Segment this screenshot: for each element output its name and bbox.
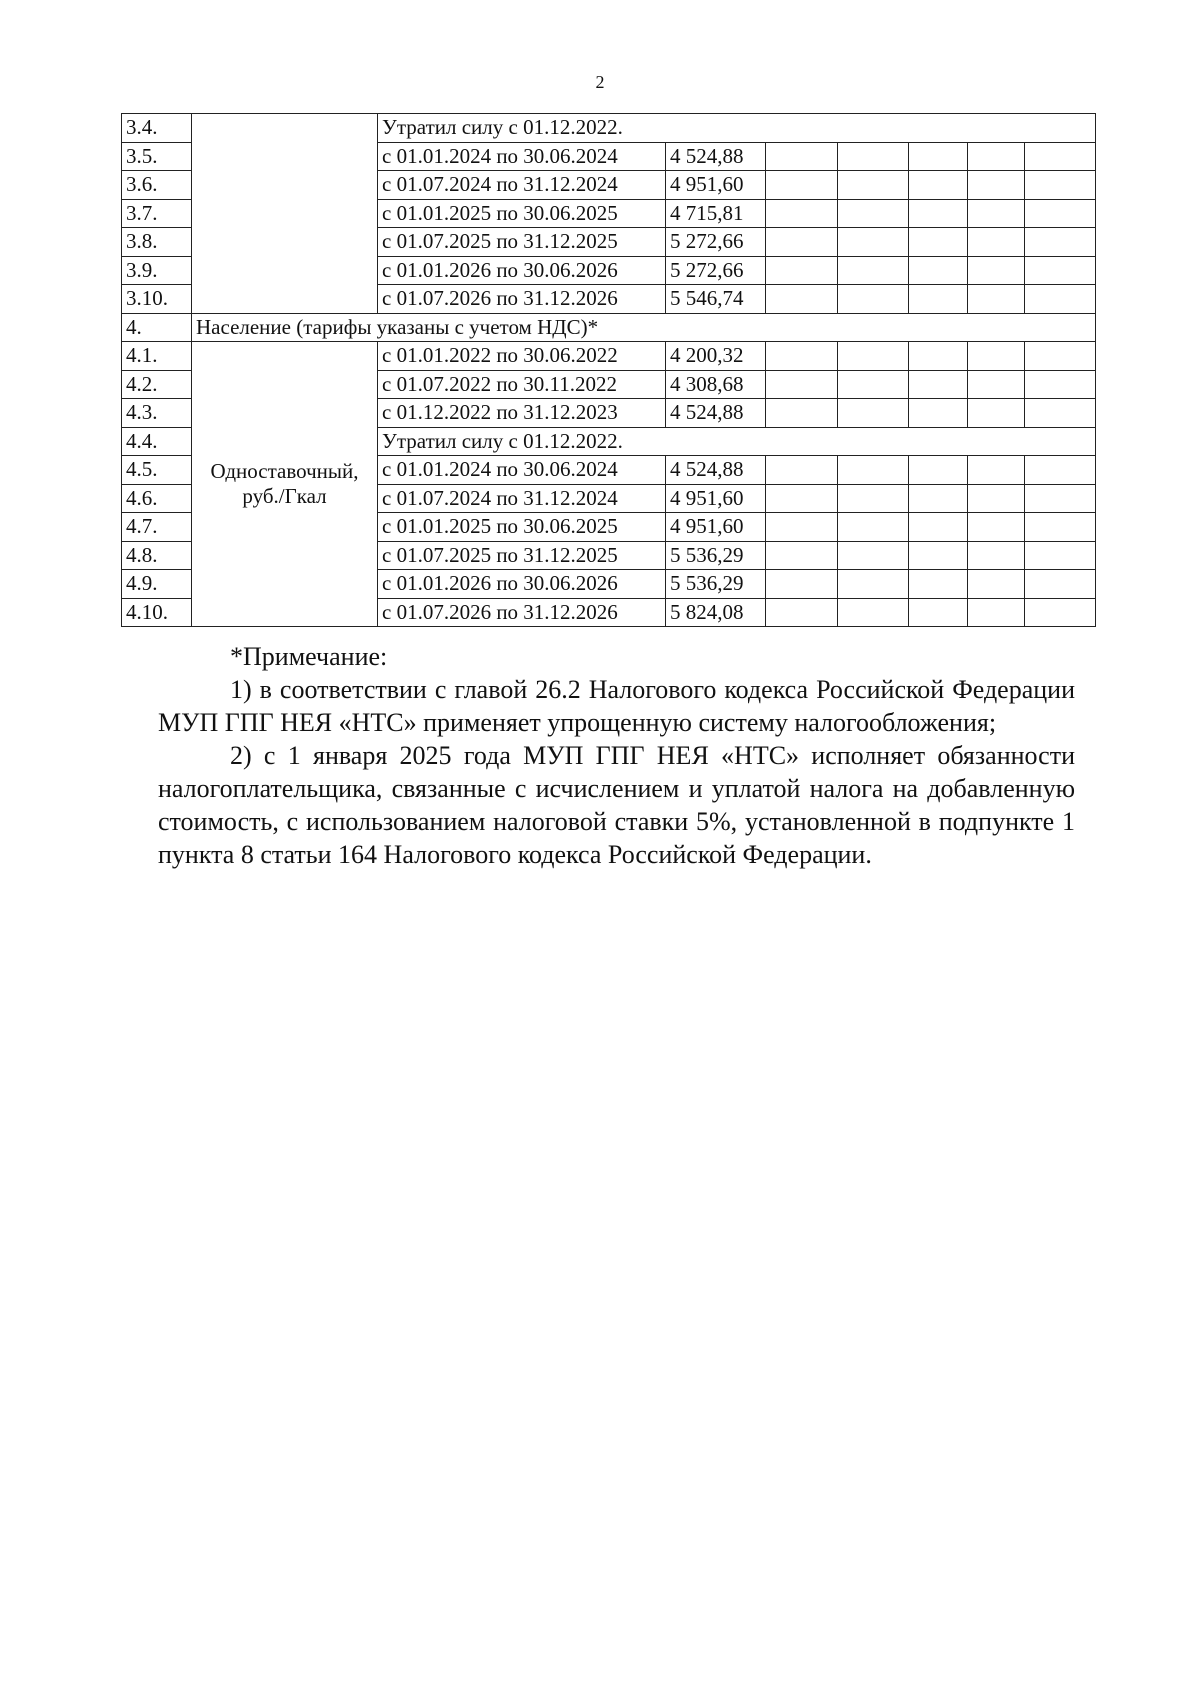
period-cell: с 01.07.2026 по 31.12.2026 <box>378 285 666 314</box>
empty-cell <box>766 541 838 570</box>
empty-cell <box>838 399 909 428</box>
empty-cell <box>766 370 838 399</box>
period-cell: с 01.07.2022 по 30.11.2022 <box>378 370 666 399</box>
empty-cell <box>968 370 1025 399</box>
empty-cell <box>1025 342 1096 371</box>
empty-cell <box>909 256 968 285</box>
empty-cell <box>1025 399 1096 428</box>
price-cell: 5 536,29 <box>666 570 766 599</box>
period-cell: с 01.07.2025 по 31.12.2025 <box>378 228 666 257</box>
row-number: 4.2. <box>122 370 192 399</box>
price-cell: 4 524,88 <box>666 456 766 485</box>
tariff-table <box>121 113 1096 627</box>
empty-cell <box>968 541 1025 570</box>
footnote-item-1: 1) в соответствии с главой 26.2 Налогового кодекса Российской Федерации МУП ГПГ НЕЯ «НТС» применяет упрощенную систему налогообложения; <box>158 675 1075 737</box>
empty-cell <box>909 199 968 228</box>
empty-cell <box>909 484 968 513</box>
empty-cell <box>909 171 968 200</box>
empty-cell <box>838 456 909 485</box>
price-cell: 5 546,74 <box>666 285 766 314</box>
row-number: 4.4. <box>122 427 192 456</box>
price-cell: 4 951,60 <box>666 513 766 542</box>
group-cell-section3 <box>192 114 378 314</box>
footnote-item-2: 2) с 1 января 2025 года МУП ГПГ НЕЯ «НТС» исполняет обязанности налогоплательщика, связанные с исчислением и уплатой налога на добавленную стоимость, с использованием налоговой ставки 5%, установленной в подпункте 1 пункта 8 статьи 164 Налогового кодекса Российской Федерации. <box>158 741 1075 869</box>
period-cell: с 01.07.2024 по 31.12.2024 <box>378 171 666 200</box>
empty-cell <box>1025 541 1096 570</box>
table-row <box>122 114 1096 143</box>
empty-cell <box>909 456 968 485</box>
empty-cell <box>968 484 1025 513</box>
empty-cell <box>968 171 1025 200</box>
row-number: 3.4. <box>122 114 192 143</box>
row-number: 4.10. <box>122 598 192 627</box>
price-cell: 4 715,81 <box>666 199 766 228</box>
empty-cell <box>766 285 838 314</box>
empty-cell <box>766 256 838 285</box>
row-number: 3.8. <box>122 228 192 257</box>
empty-cell <box>1025 456 1096 485</box>
price-cell: 5 536,29 <box>666 541 766 570</box>
period-cell: с 01.01.2025 по 30.06.2025 <box>378 199 666 228</box>
empty-cell <box>1025 484 1096 513</box>
empty-cell <box>766 399 838 428</box>
empty-cell <box>968 456 1025 485</box>
row-number: 4.6. <box>122 484 192 513</box>
group-label-line2: руб./Гкал <box>242 484 327 508</box>
empty-cell <box>909 399 968 428</box>
empty-cell <box>968 570 1025 599</box>
row-number: 3.6. <box>122 171 192 200</box>
empty-cell <box>838 541 909 570</box>
empty-cell <box>838 256 909 285</box>
section-title: Население (тарифы указаны с учетом НДС)* <box>192 313 1096 342</box>
empty-cell <box>968 513 1025 542</box>
repealed-note: Утратил силу с 01.12.2022. <box>378 427 1096 456</box>
row-number: 4.5. <box>122 456 192 485</box>
empty-cell <box>909 570 968 599</box>
empty-cell <box>909 541 968 570</box>
empty-cell <box>838 142 909 171</box>
empty-cell <box>909 598 968 627</box>
empty-cell <box>838 370 909 399</box>
table-row <box>122 342 1096 371</box>
row-number: 4. <box>122 313 192 342</box>
empty-cell <box>766 513 838 542</box>
period-cell: с 01.01.2026 по 30.06.2026 <box>378 256 666 285</box>
empty-cell <box>766 199 838 228</box>
period-cell: с 01.01.2024 по 30.06.2024 <box>378 142 666 171</box>
price-cell: 4 200,32 <box>666 342 766 371</box>
empty-cell <box>838 513 909 542</box>
repealed-note: Утратил силу с 01.12.2022. <box>378 114 1096 143</box>
price-cell: 5 272,66 <box>666 228 766 257</box>
empty-cell <box>766 456 838 485</box>
price-cell: 4 951,60 <box>666 484 766 513</box>
empty-cell <box>838 570 909 599</box>
empty-cell <box>1025 598 1096 627</box>
period-cell: с 01.07.2024 по 31.12.2024 <box>378 484 666 513</box>
price-cell: 5 824,08 <box>666 598 766 627</box>
empty-cell <box>838 228 909 257</box>
empty-cell <box>968 598 1025 627</box>
price-cell: 4 524,88 <box>666 399 766 428</box>
empty-cell <box>1025 256 1096 285</box>
empty-cell <box>909 142 968 171</box>
empty-cell <box>1025 171 1096 200</box>
empty-cell <box>766 484 838 513</box>
row-number: 3.7. <box>122 199 192 228</box>
row-number: 3.5. <box>122 142 192 171</box>
row-number: 4.1. <box>122 342 192 371</box>
empty-cell <box>1025 285 1096 314</box>
empty-cell <box>968 342 1025 371</box>
page-number: 2 <box>595 72 605 92</box>
row-number: 4.8. <box>122 541 192 570</box>
empty-cell <box>838 598 909 627</box>
empty-cell <box>909 228 968 257</box>
empty-cell <box>838 285 909 314</box>
period-cell: с 01.01.2025 по 30.06.2025 <box>378 513 666 542</box>
table-row-section-heading <box>122 313 1096 342</box>
empty-cell <box>968 399 1025 428</box>
empty-cell <box>909 370 968 399</box>
period-cell: с 01.01.2024 по 30.06.2024 <box>378 456 666 485</box>
period-cell: с 01.07.2026 по 31.12.2026 <box>378 598 666 627</box>
empty-cell <box>909 342 968 371</box>
empty-cell <box>766 342 838 371</box>
empty-cell <box>1025 199 1096 228</box>
empty-cell <box>766 171 838 200</box>
period-cell: с 01.12.2022 по 31.12.2023 <box>378 399 666 428</box>
empty-cell <box>968 256 1025 285</box>
empty-cell <box>1025 142 1096 171</box>
empty-cell <box>766 570 838 599</box>
empty-cell <box>968 285 1025 314</box>
period-cell: с 01.07.2025 по 31.12.2025 <box>378 541 666 570</box>
empty-cell <box>1025 513 1096 542</box>
empty-cell <box>838 171 909 200</box>
group-label-line1: Одноставочный, <box>210 458 359 483</box>
footnote-heading: *Примечание: <box>230 642 388 671</box>
empty-cell <box>766 142 838 171</box>
group-cell-section4 <box>192 342 378 627</box>
empty-cell <box>968 228 1025 257</box>
empty-cell <box>968 199 1025 228</box>
empty-cell <box>909 285 968 314</box>
period-cell: с 01.01.2022 по 30.06.2022 <box>378 342 666 371</box>
empty-cell <box>838 199 909 228</box>
empty-cell <box>838 342 909 371</box>
price-cell: 4 308,68 <box>666 370 766 399</box>
row-number: 3.10. <box>122 285 192 314</box>
row-number: 4.9. <box>122 570 192 599</box>
row-number: 3.9. <box>122 256 192 285</box>
empty-cell <box>766 228 838 257</box>
footnote <box>158 640 1075 871</box>
row-number: 4.7. <box>122 513 192 542</box>
empty-cell <box>838 484 909 513</box>
period-cell: с 01.01.2026 по 30.06.2026 <box>378 570 666 599</box>
empty-cell <box>766 598 838 627</box>
price-cell: 4 951,60 <box>666 171 766 200</box>
empty-cell <box>1025 370 1096 399</box>
row-number: 4.3. <box>122 399 192 428</box>
empty-cell <box>1025 228 1096 257</box>
price-cell: 5 272,66 <box>666 256 766 285</box>
empty-cell <box>968 142 1025 171</box>
empty-cell <box>909 513 968 542</box>
price-cell: 4 524,88 <box>666 142 766 171</box>
empty-cell <box>1025 570 1096 599</box>
